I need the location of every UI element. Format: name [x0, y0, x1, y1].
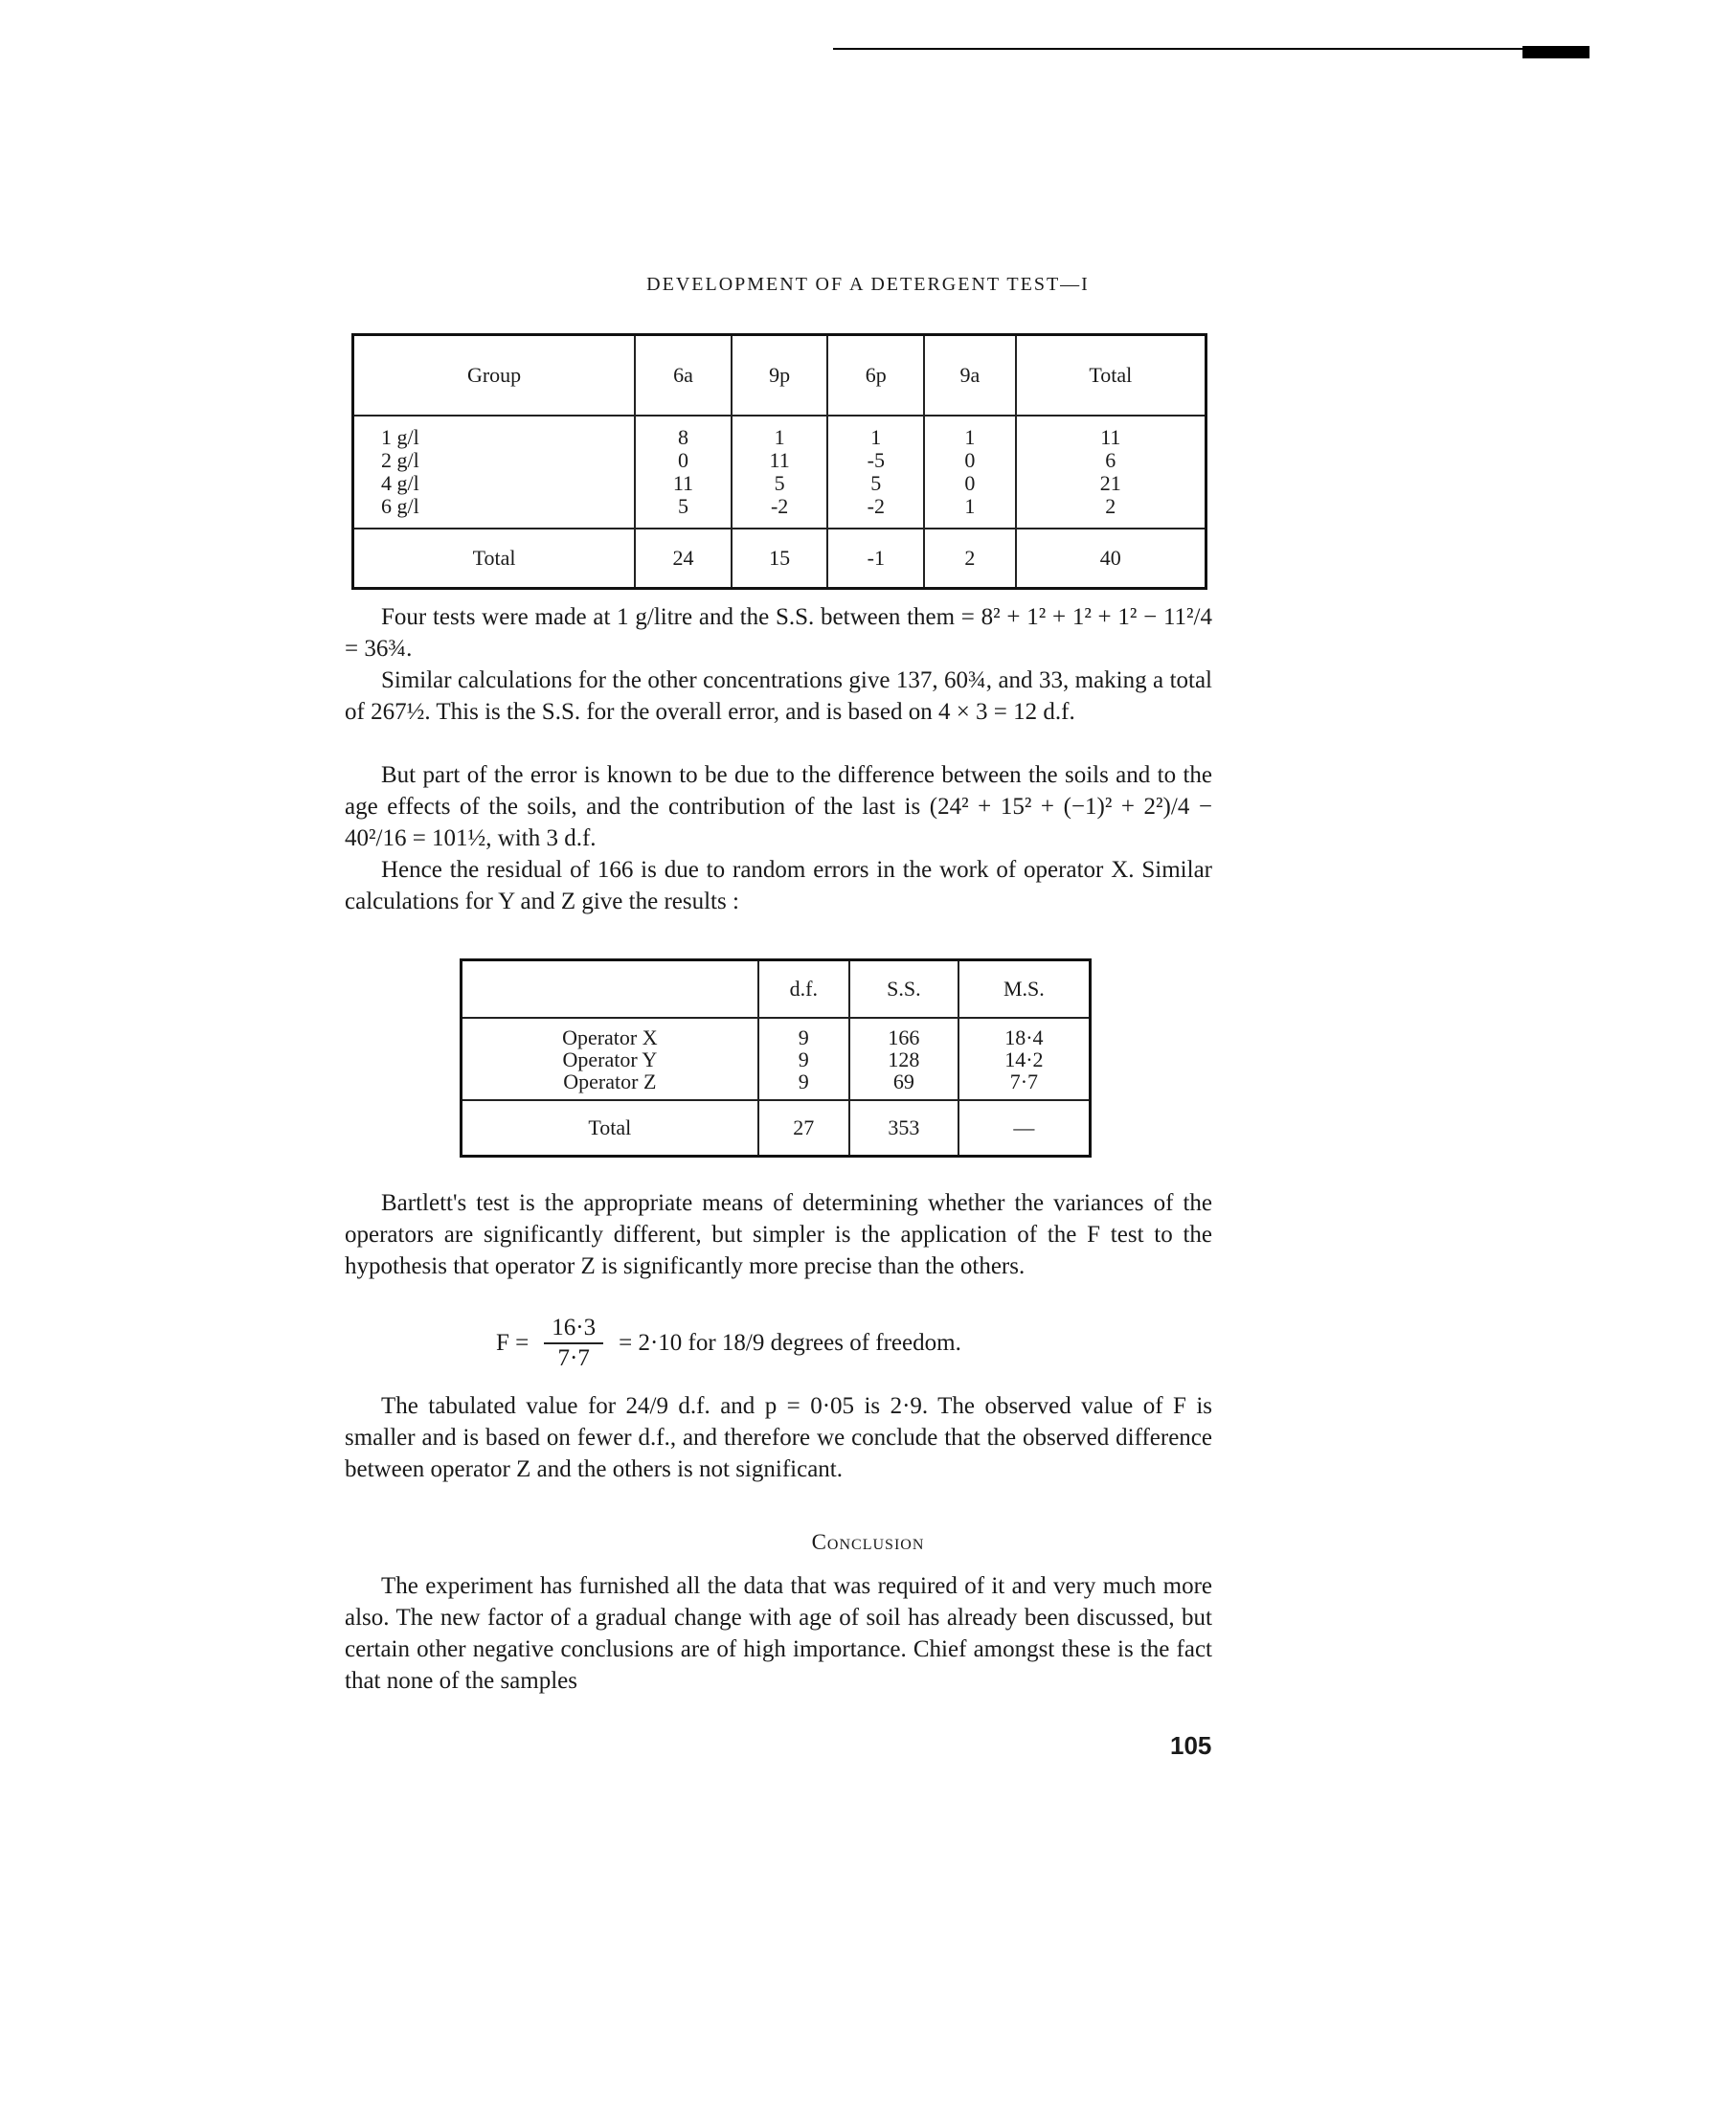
paragraph-text: Hence the residual of 166 is due to random errors in the work of operator X. Similar calculations for Y and Z give the results :	[345, 857, 1212, 914]
column-6p	[827, 416, 924, 529]
table-cell: 21	[1099, 471, 1121, 495]
table-cell: 18·4	[1004, 1025, 1044, 1049]
formula-rhs: = 2·10 for 18/9 degrees of freedom.	[619, 1330, 961, 1356]
table-cell: 2	[1105, 494, 1116, 518]
paragraph-text: But part of the error is known to be due to the difference between the soils and to the age effects of the soils, and the contribution of the last is (24² + 15² + (−1)² + 2²)/4 − 40²/16 = 101½, with 3 d.f.	[345, 762, 1212, 851]
table-cell: 6	[1105, 448, 1116, 472]
table-cell: 11	[672, 471, 694, 495]
header-cell: 6p	[827, 335, 924, 417]
paragraph-5	[345, 1187, 1212, 1282]
table-total-row	[353, 529, 1206, 589]
column-ss	[849, 1018, 958, 1100]
formula-denominator: 7·7	[557, 1345, 590, 1371]
column-6a	[635, 416, 732, 529]
table-cell: 14·2	[1004, 1047, 1044, 1071]
table-cell: 1	[964, 494, 976, 518]
row-labels-cell	[353, 416, 636, 529]
top-rule-bar	[1522, 46, 1589, 58]
table-header-row	[353, 335, 1206, 417]
row-label: Operator Y	[562, 1047, 658, 1071]
table-cell: -1	[827, 529, 924, 589]
row-label: Operator Z	[563, 1069, 657, 1093]
total-label: Total	[462, 1100, 758, 1157]
table-cell: —	[958, 1100, 1091, 1157]
table-cell: 0	[677, 448, 688, 472]
table-cell: 11	[769, 448, 790, 472]
table-cell: 69	[892, 1069, 914, 1093]
f-ratio-formula	[496, 1314, 961, 1373]
paragraph-7	[345, 1570, 1212, 1697]
table-cell: 0	[964, 471, 976, 495]
formula-numerator: 16·3	[544, 1314, 603, 1344]
table-cell: 9	[798, 1069, 809, 1093]
paragraph-4	[345, 854, 1212, 917]
column-df	[758, 1018, 849, 1100]
header-cell: 6a	[635, 335, 732, 417]
column-9p	[732, 416, 828, 529]
table-cell: 27	[758, 1100, 849, 1157]
table-cell: 8	[677, 425, 688, 449]
table-cell: 353	[849, 1100, 958, 1157]
row-labels-cell	[462, 1018, 758, 1100]
table-cell: 40	[1016, 529, 1206, 589]
row-label: 1 g/l	[381, 425, 419, 449]
column-ms	[958, 1018, 1091, 1100]
row-label: 4 g/l	[381, 471, 419, 495]
row-label: Operator X	[562, 1025, 658, 1049]
paragraph-text: Similar calculations for the other concentrations give 137, 60¾, and 33, making a total of 267½. This is the S.S. for the overall error, and is based on 4 × 3 = 12 d.f.	[345, 667, 1212, 725]
row-label: 6 g/l	[381, 494, 419, 518]
total-label: Total	[353, 529, 636, 589]
table-cell: 1	[964, 425, 976, 449]
operator-variance-table	[460, 958, 1092, 1158]
header-cell: 9p	[732, 335, 828, 417]
column-9a	[924, 416, 1015, 529]
table-cell: 5	[677, 494, 688, 518]
table-cell: 5	[774, 471, 785, 495]
formula-lhs: F =	[496, 1330, 530, 1356]
header-cell: Total	[1016, 335, 1206, 417]
table-cell: 9	[798, 1025, 809, 1049]
table-cell: -2	[770, 494, 789, 518]
table-cell: 1	[774, 425, 785, 449]
paragraph-text: The tabulated value for 24/9 d.f. and p = 0·05 is 2·9. The observed value of F is smaller and is based on fewer d.f., and therefore we conclude that the observed difference between operator Z and the others is not significant.	[345, 1393, 1212, 1482]
table-cell: 15	[732, 529, 828, 589]
paragraph-2	[345, 664, 1212, 728]
table-cell: -2	[867, 494, 885, 518]
paragraph-text: Four tests were made at 1 g/litre and the S.S. between them = 8² + 1² + 1² + 1² − 11²/4 = 36¾.	[345, 604, 1212, 662]
table-cell: 128	[888, 1047, 920, 1071]
table-cell: 2	[924, 529, 1015, 589]
section-heading: Conclusion	[811, 1530, 925, 1554]
page-number: 105	[1170, 1731, 1212, 1760]
table-cell: 7·7	[1009, 1069, 1039, 1093]
paragraph-text: The experiment has furnished all the data that was required of it and very much more also. The new factor of a gradual change with age of soil has already been discussed, but certain other negative conclusions are of high importance. Chief amongst these is the fact that none of the samples	[345, 1573, 1212, 1694]
row-label: 2 g/l	[381, 448, 419, 472]
header-cell: 9a	[924, 335, 1015, 417]
table-cell: 24	[635, 529, 732, 589]
column-total	[1016, 416, 1206, 529]
table-body-row	[353, 416, 1206, 529]
group-concentration-table	[351, 333, 1207, 590]
table-cell: 9	[798, 1047, 809, 1071]
table-cell: 0	[964, 448, 976, 472]
paragraph-1	[345, 601, 1212, 664]
table-header-row	[462, 960, 1091, 1019]
header-cell: d.f.	[758, 960, 849, 1019]
table-cell: -5	[867, 448, 885, 472]
header-cell: M.S.	[958, 960, 1091, 1019]
paragraph-3	[345, 759, 1212, 854]
table-cell: 1	[870, 425, 882, 449]
table-cell: 166	[888, 1025, 920, 1049]
paragraph-text: Bartlett's test is the appropriate means of determining whether the variances of the operators are significantly different, but simpler is the application of the F test to the hypothesis that operator Z is significantly more precise than the others.	[345, 1190, 1212, 1279]
formula-fraction	[544, 1314, 603, 1373]
running-head: DEVELOPMENT OF A DETERGENT TEST—I	[646, 274, 1090, 295]
header-cell	[462, 960, 758, 1019]
header-cell: Group	[353, 335, 636, 417]
header-cell: S.S.	[849, 960, 958, 1019]
table-cell: 11	[1100, 425, 1121, 449]
table-body-row	[462, 1018, 1091, 1100]
table-cell: 5	[870, 471, 882, 495]
table-total-row	[462, 1100, 1091, 1157]
top-rule	[833, 48, 1589, 50]
paragraph-6	[345, 1390, 1212, 1485]
